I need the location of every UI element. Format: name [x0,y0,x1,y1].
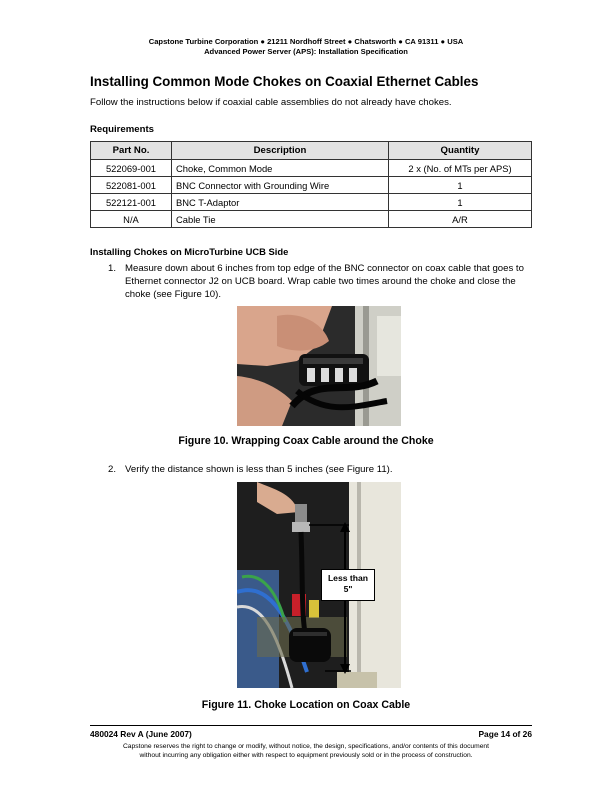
column-header: Quantity [389,142,532,160]
callout-line-1: Less than [327,573,369,583]
description-cell: Cable Tie [172,211,389,228]
subsection-title: Installing Chokes on MicroTurbine UCB Side [90,246,289,257]
header-company-line: Capstone Turbine Corporation ● 21211 Nordhoff Street ● Chatsworth ● CA 91311 ● USA [148,37,464,46]
table-row [91,160,532,177]
footer-divider [90,725,532,726]
footer-notice-line-1: Capstone reserves the right to change or modify, without notice, the design, specifications, and/or contents of this document [122,743,490,750]
footer-notice [0,742,612,760]
table-row [91,177,532,194]
step-text: Measure down about 6 inches from top edge of the BNC connector on coax cable that goes to Ethernet connector J2 on UCB board. Wrap cable two times around the choke and close the choke (see Figure 10). [125,263,524,300]
choke-location-illustration [237,482,401,688]
quantity-cell: 1 [389,194,532,211]
part-number-cell: 522121-001 [91,194,172,211]
column-header: Part No. [91,142,172,160]
table-row [91,211,532,228]
figure-11-caption: Figure 11. Choke Location on Coax Cable [201,699,411,711]
step-number: 2. [108,464,117,475]
quantity-cell: A/R [389,211,532,228]
footer-page-number: Page 14 of 26 [478,729,532,739]
quantity-cell: 2 x (No. of MTs per APS) [389,160,532,177]
column-header: Description [172,142,389,160]
section-title: Installing Common Mode Chokes on Coaxial Ethernet Cables [90,74,479,89]
requirements-heading: Requirements [90,124,154,135]
figure-10-caption: Figure 10. Wrapping Coax Cable around the Choke [178,435,434,447]
header-doc-title: Advanced Power Server (APS): Installation Specification [204,47,408,56]
footer-notice-line-2: without incurring any obligation either with respect to equipment previously sold or in the process of construction. [139,752,473,759]
table-row [91,194,532,211]
list-item [108,463,532,476]
list-item [108,262,532,301]
callout-line-2: 5" [343,584,353,594]
part-number-cell: N/A [91,211,172,228]
footer-doc-revision: 480024 Rev A (June 2007) [90,729,192,739]
choke-wrapping-illustration [237,306,401,426]
table-header-row [91,142,532,160]
quantity-cell: 1 [389,177,532,194]
requirements-table [90,141,532,228]
step-text: Verify the distance shown is less than 5 inches (see Figure 11). [125,464,393,475]
description-cell: BNC T-Adaptor [172,194,389,211]
section-intro: Follow the instructions below if coaxial cable assemblies do not already have chokes. [90,97,452,108]
description-cell: BNC Connector with Grounding Wire [172,177,389,194]
figure-10-photo [237,306,401,426]
part-number-cell: 522081-001 [91,177,172,194]
figure-11-photo [237,482,401,688]
distance-callout [321,569,375,601]
step-number: 1. [108,263,117,274]
description-cell: Choke, Common Mode [172,160,389,177]
part-number-cell: 522069-001 [91,160,172,177]
